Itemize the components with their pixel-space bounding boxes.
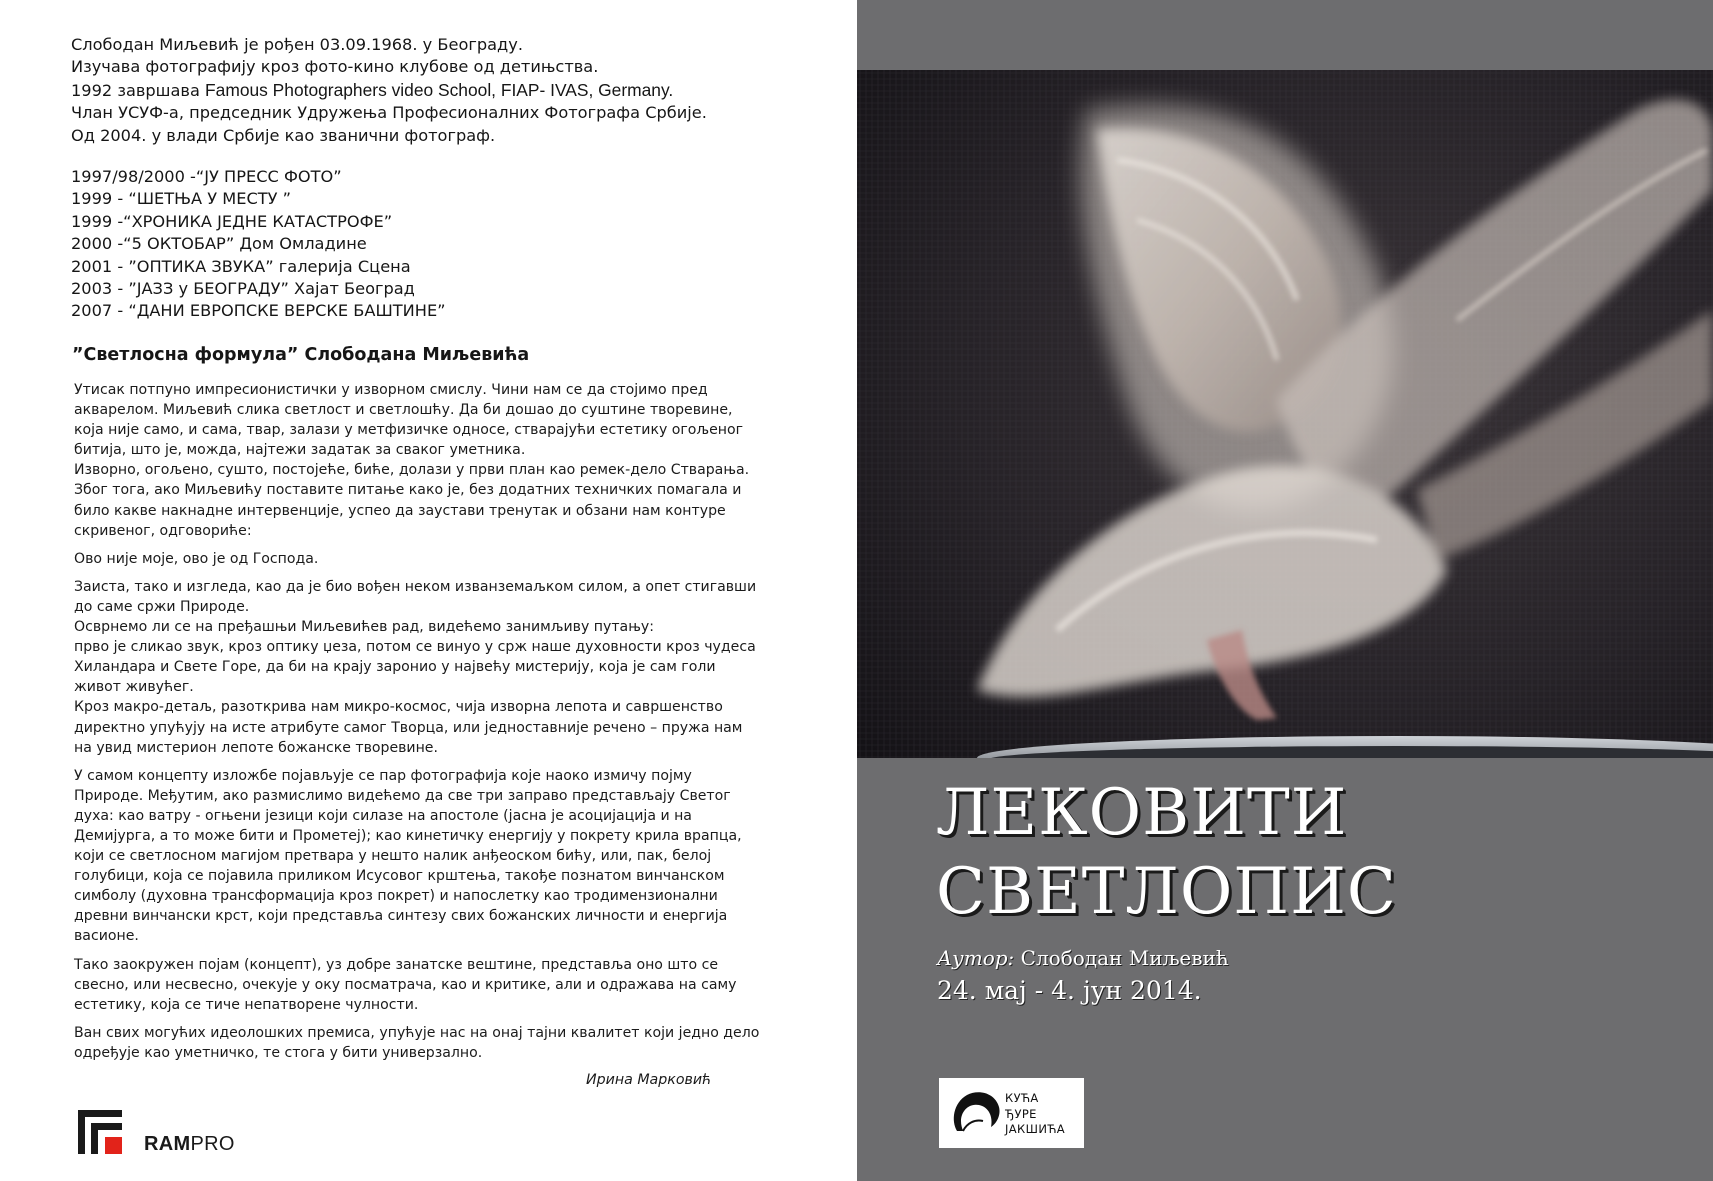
essay-paragraph bbox=[74, 549, 779, 569]
essay-line: древни винчански крст, који представља синтезу свих божанских личности и енергија bbox=[74, 908, 728, 925]
essay-line: прво је сликао звук, кроз оптику џеза, потом се винуо у срж наше духовности кроз чудеса bbox=[74, 639, 756, 656]
essay-paragraph bbox=[74, 766, 779, 947]
bio-line: Члан УСУФ-а, председник Удружења Професионалних Фотографа Србије. bbox=[71, 103, 707, 123]
essay-line: духа: као ватру - огњени језици који силазе на апостоле (јасна је асоцијација и на bbox=[74, 807, 692, 824]
essay-line: акварелом. Миљевић слика светлост и светлошћу. Да би дошао до суштине творевине, bbox=[74, 402, 733, 419]
essay-line: симболу (духовна трансформација кроз покрет) и напослетку као тродимензионални bbox=[74, 888, 718, 905]
essay-line: Осврнемо ли се на пређашњи Миљевићев рад, видећемо занимљиву путању: bbox=[74, 619, 654, 636]
essay-line: Ван свих могућих идеолошких премиса, упућује нас на онај тајни квалитет који једно дело bbox=[74, 1024, 760, 1041]
essay-line: који се светлосном магијом претвара у нешто налик анђеоском бићу, или, пак, белој bbox=[74, 848, 712, 865]
essay-line: Природе. Међутим, ако размислимо видећемо да све три заправо представљају Светог bbox=[74, 787, 731, 804]
bio-line bbox=[71, 79, 771, 102]
bio-line: Изучава фотографију кроз фото-кино клубове од детињства. bbox=[71, 57, 599, 77]
essay-paragraph bbox=[74, 1023, 779, 1063]
essay-line: било какве накнадне интервенције, успео да заустави тренутак и обзани нам контуре bbox=[74, 502, 726, 519]
bio-line-latin: Famous Photographers video School, FIAP- IVAS, Germany. bbox=[205, 79, 674, 100]
logo-wordmark: КУЋА ЂУРЕ ЈАКШИЋА bbox=[1005, 1091, 1066, 1136]
exhibition-title bbox=[936, 774, 1397, 932]
author-bio bbox=[71, 34, 771, 147]
essay-line: Утисак потпуно импресионистички у изворном смислу. Чини нам се да стојимо пред bbox=[74, 382, 708, 398]
exhibition-item: 2003 - ”ЈАЗЗ у БЕОГРАДУ” Хајат Београд bbox=[71, 279, 415, 299]
essay-line: до саме сржи Природе. bbox=[74, 598, 250, 615]
title-line-2: СВЕТЛОПИС bbox=[936, 855, 1397, 929]
cover-page bbox=[857, 0, 1713, 1181]
exhibition-item: 2001 - ”ОПТИКА ЗВУКА” галерија Сцена bbox=[71, 256, 411, 276]
author-credit bbox=[937, 946, 1229, 970]
essay-line: Кроз макро-детаљ, разоткрива нам микро-космос, чија изворна лепота и савршенство bbox=[74, 699, 723, 716]
author-label: Аутор: bbox=[937, 946, 1015, 970]
essay-body bbox=[74, 380, 779, 1071]
bio-line-prefix: 1992 завршава bbox=[71, 80, 206, 100]
essay-line: битија, што је, можда, најтежи задатак за сваког уметника. bbox=[74, 442, 526, 459]
essay-paragraph bbox=[74, 380, 779, 541]
rampro-wordmark: RAMPRO bbox=[144, 1133, 235, 1155]
essay-line: на увид мистерион лепоте божанске творевине. bbox=[74, 739, 438, 756]
essay-line: свесно, или несвесно, очекује у оку посматрача, као и критике, али и одражава на саму bbox=[74, 976, 737, 993]
essay-line: скривеног, одговориће: bbox=[74, 522, 252, 539]
rampro-logo bbox=[78, 1110, 248, 1155]
essay-line: Ово није моје, ово је од Господа. bbox=[74, 550, 319, 567]
exhibition-item: 2000 -“5 ОКТОБАР” Дом Омладине bbox=[71, 234, 367, 254]
exhibition-item: 1997/98/2000 -“ЈУ ПРЕСС ФОТО” bbox=[71, 167, 342, 186]
dove-image bbox=[857, 70, 1713, 758]
essay-line: Изворно, огољено, сушто, постојеће, биће, долази у први план као ремек-дело Стварања. bbox=[74, 462, 750, 479]
essay-line: голубици, која се појавила приликом Исусовог крштења, такође познатом винчанском bbox=[74, 868, 725, 885]
essay-line: У самом концепту изложбе појављује се пар фотографија које наоко измичу појму bbox=[74, 767, 692, 784]
exhibitions-list bbox=[71, 166, 771, 323]
essay-line: живот живућег. bbox=[74, 679, 194, 696]
essay-line: естетику, која се тиче непатворене чулности. bbox=[74, 996, 419, 1013]
exhibition-item: 1999 -“ХРОНИКА ЈЕДНЕ КАТАСТРОФЕ” bbox=[71, 211, 393, 231]
logo-arch-icon bbox=[949, 1087, 1003, 1139]
bio-line: Слободан Миљевић је рођен 03.09.1968. у Београду. bbox=[71, 35, 523, 54]
title-line-1: ЛЕКОВИТИ bbox=[936, 776, 1348, 850]
essay-line: Демијурга, а то може бити и Прометеј); као кинетичку енергију у покрету крила врапца, bbox=[74, 827, 742, 844]
exhibition-dates: 24. мај - 4. јун 2014. bbox=[937, 976, 1202, 1005]
essay-paragraph bbox=[74, 577, 779, 758]
essay-signature: Ирина Марковић bbox=[586, 1072, 712, 1088]
essay-line: васионе. bbox=[74, 928, 139, 945]
essay-line: Заиста, тако и изгледа, као да је био вођен неком изванземаљком силом, а опет стигавши bbox=[74, 578, 757, 595]
dove-photograph bbox=[857, 70, 1713, 758]
essay-line: која није само, и сама, твар, залази у метфизичке односе, стварајући естетику огољеног bbox=[74, 422, 744, 439]
essay-line: Хиландара и Свете Горе, да би на крају заронио у највећу мистерију, која је сам голи bbox=[74, 659, 716, 676]
essay-line: директно упућују на исте атрибуте самог Творца, или једноставније речено – пружа нам bbox=[74, 719, 743, 736]
bio-line: Од 2004. у влади Србије као званични фотограф. bbox=[71, 125, 496, 145]
kuca-djure-jaksica-logo bbox=[939, 1078, 1084, 1148]
exhibition-item: 1999 - “ШЕТЊА У МЕСТУ ” bbox=[71, 189, 292, 209]
author-name: Слободан Миљевић bbox=[1020, 946, 1229, 970]
essay-line: Због тога, ако Миљевићу поставите питање како је, без додатних техничких помагала и bbox=[74, 482, 742, 499]
essay-title: ”Светлосна формула” Слободана Миљевића bbox=[72, 345, 530, 365]
essay-line: Тако заокружен појам (концепт), уз добре занатске вештине, представља оно што се bbox=[74, 956, 719, 973]
rampro-mark-icon bbox=[78, 1110, 122, 1154]
essay-line: одређује као уметничко, те стога у бити универзално. bbox=[74, 1044, 483, 1061]
essay-paragraph bbox=[74, 955, 779, 1015]
exhibition-item: 2007 - “ДАНИ ЕВРОПСКЕ ВЕРСКЕ БАШТИНЕ” bbox=[71, 301, 446, 321]
